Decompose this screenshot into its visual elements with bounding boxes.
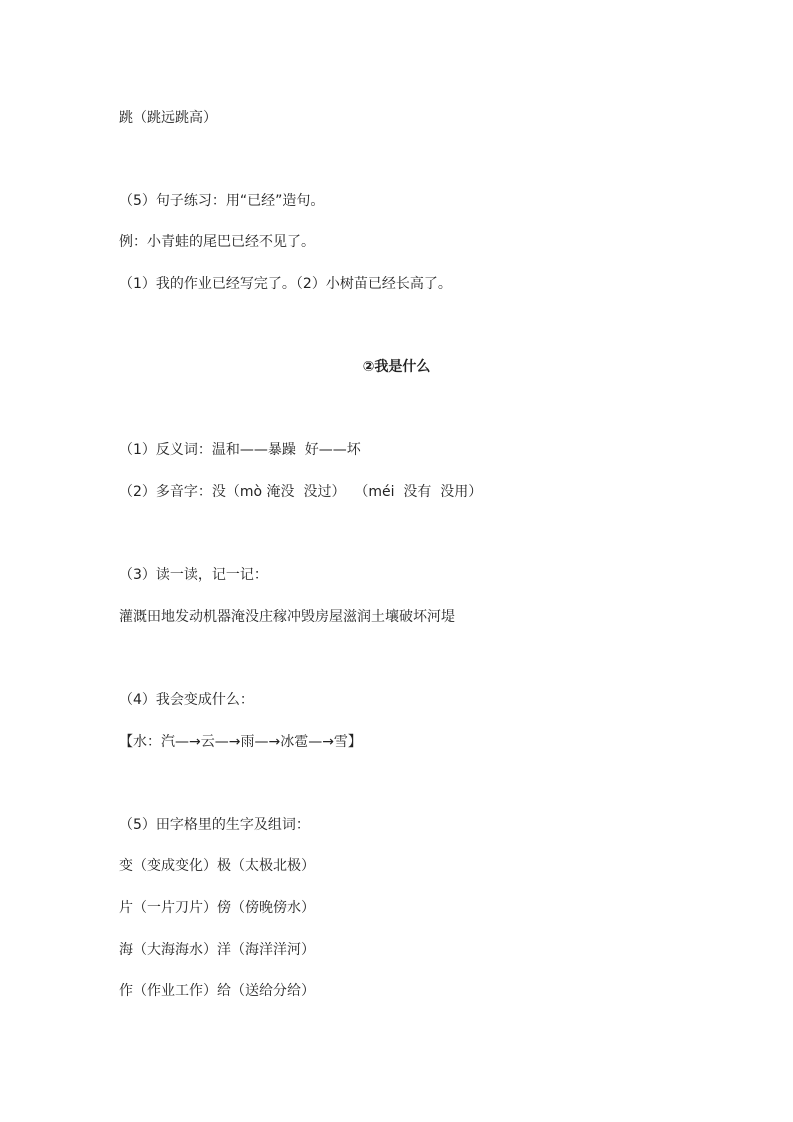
section-title: ②我是什么 xyxy=(362,359,431,375)
example-sentence: 例：小青蛙的尾巴已经不见了。 xyxy=(119,234,315,250)
read-remember-words: 灌溉田地发动机器淹没庄稼冲毁房屋滋润土壤破坏河堤 xyxy=(119,609,455,625)
water-change-chain: 【水：汽—→云—→雨—→冰雹—→雪】 xyxy=(119,734,362,750)
what-i-become-heading: （4）我会变成什么： xyxy=(119,692,254,708)
grid-row: 变（变成变化）极（太极北极） xyxy=(119,858,315,874)
antonyms-line: （1）反义词：温和——暴躁 好——坏 xyxy=(119,442,361,458)
read-remember-heading: （3）读一读，记一记： xyxy=(119,567,268,583)
grid-row: 片（一片刀片）傍（傍晚傍水） xyxy=(119,900,315,916)
tiao-word-line: 跳（跳远跳高） xyxy=(119,110,217,126)
grid-characters-heading: （5）田字格里的生字及组词： xyxy=(119,817,310,833)
grid-row: 海（大海海水）洋（海洋洋河） xyxy=(119,942,315,958)
answer-sentences: （1）我的作业已经写完了。（2）小树苗已经长高了。 xyxy=(119,276,452,292)
grid-row: 作（作业工作）给（送给分给） xyxy=(119,983,315,999)
polyphone-line: （2）多音字：没（mò 淹没 没过） （méi 没有 没用） xyxy=(119,484,483,500)
sentence-practice-heading: （5）句子练习：用“已经”造句。 xyxy=(119,193,325,209)
